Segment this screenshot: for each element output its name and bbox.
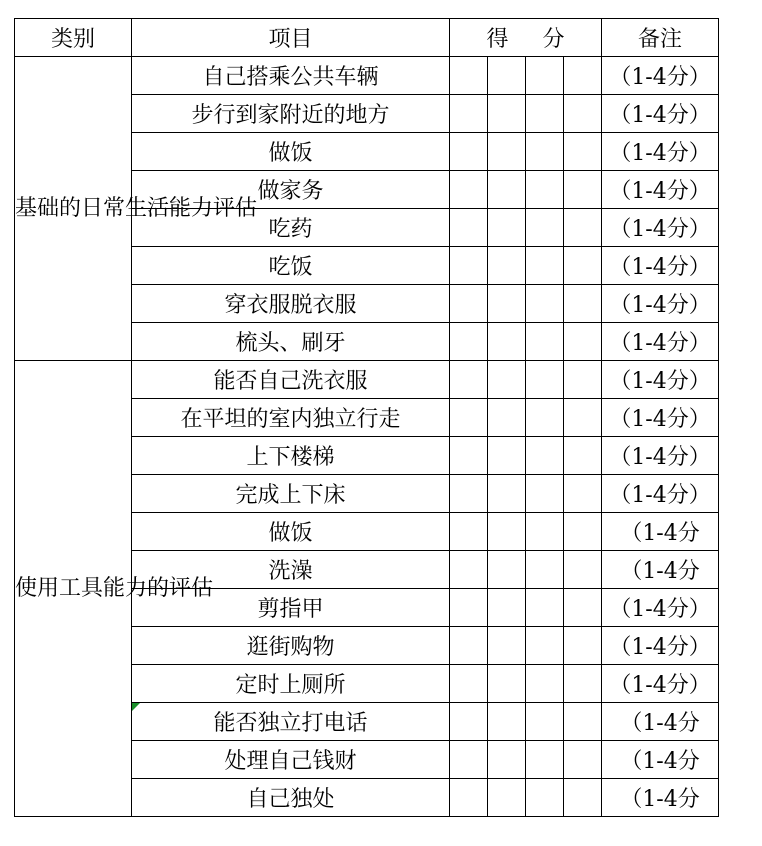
score-cell[interactable] (450, 171, 488, 209)
item-cell[interactable]: 完成上下床 (132, 475, 450, 513)
header-row (15, 19, 719, 57)
score-cell[interactable] (564, 741, 602, 779)
assessment-table (14, 18, 719, 817)
note-cell[interactable]: （1-4分 (602, 703, 719, 741)
score-cell[interactable] (488, 551, 526, 589)
score-cell[interactable] (450, 475, 488, 513)
score-cell[interactable] (526, 513, 564, 551)
score-cell[interactable] (450, 399, 488, 437)
score-cell[interactable] (488, 627, 526, 665)
score-cell[interactable] (488, 665, 526, 703)
score-cell[interactable] (450, 133, 488, 171)
item-cell[interactable]: 处理自己钱财 (132, 741, 450, 779)
score-cell[interactable] (450, 285, 488, 323)
category-cell[interactable]: 使用工具能力的评估 (15, 361, 132, 817)
note-cell[interactable]: （1-4分 (602, 779, 719, 817)
item-cell[interactable]: 吃饭 (132, 247, 450, 285)
note-cell[interactable]: （1-4分） (602, 209, 719, 247)
score-cell[interactable] (564, 437, 602, 475)
score-cell[interactable] (488, 589, 526, 627)
note-cell[interactable]: （1-4分） (602, 399, 719, 437)
category-cell[interactable]: 基础的日常生活能力评估 (15, 57, 132, 361)
score-cell[interactable] (488, 285, 526, 323)
score-cell[interactable] (488, 133, 526, 171)
score-cell[interactable] (564, 551, 602, 589)
score-cell[interactable] (450, 741, 488, 779)
score-cell[interactable] (450, 589, 488, 627)
score-cell[interactable] (564, 513, 602, 551)
score-cell[interactable] (526, 627, 564, 665)
score-cell[interactable] (564, 361, 602, 399)
score-cell[interactable] (564, 665, 602, 703)
item-cell[interactable]: 吃药 (132, 209, 450, 247)
score-cell[interactable] (450, 703, 488, 741)
score-cell[interactable] (488, 475, 526, 513)
score-cell[interactable] (488, 437, 526, 475)
score-cell[interactable] (526, 57, 564, 95)
score-cell[interactable] (526, 95, 564, 133)
item-cell[interactable]: 自己独处 (132, 779, 450, 817)
score-cell[interactable] (488, 361, 526, 399)
note-cell[interactable]: （1-4分） (602, 361, 719, 399)
score-cell[interactable] (450, 323, 488, 361)
item-cell[interactable]: 能否独立打电话 (132, 703, 450, 741)
item-cell[interactable]: 自己搭乘公共车辆 (132, 57, 450, 95)
score-cell[interactable] (564, 323, 602, 361)
note-cell[interactable]: （1-4分 (602, 741, 719, 779)
score-cell[interactable] (564, 133, 602, 171)
item-cell[interactable]: 穿衣服脱衣服 (132, 285, 450, 323)
score-cell[interactable] (564, 589, 602, 627)
score-cell[interactable] (488, 57, 526, 95)
score-cell[interactable] (488, 703, 526, 741)
item-cell[interactable]: 逛街购物 (132, 627, 450, 665)
score-cell[interactable] (564, 627, 602, 665)
item-cell[interactable]: 步行到家附近的地方 (132, 95, 450, 133)
note-cell[interactable]: （1-4分） (602, 171, 719, 209)
item-cell[interactable]: 做家务 (132, 171, 450, 209)
score-cell[interactable] (450, 665, 488, 703)
header-category: 类别 (15, 19, 132, 57)
score-cell[interactable] (564, 475, 602, 513)
score-cell[interactable] (488, 209, 526, 247)
score-cell[interactable] (526, 399, 564, 437)
item-cell[interactable]: 洗澡 (132, 551, 450, 589)
score-cell[interactable] (526, 323, 564, 361)
item-cell[interactable]: 梳头、刷牙 (132, 323, 450, 361)
score-cell[interactable] (526, 133, 564, 171)
score-cell[interactable] (526, 665, 564, 703)
score-cell[interactable] (564, 703, 602, 741)
score-cell[interactable] (526, 551, 564, 589)
note-cell[interactable]: （1-4分） (602, 95, 719, 133)
score-cell[interactable] (450, 57, 488, 95)
item-cell[interactable]: 在平坦的室内独立行走 (132, 399, 450, 437)
note-cell[interactable]: （1-4分） (602, 133, 719, 171)
header-item: 项目 (132, 19, 450, 57)
score-cell[interactable] (488, 741, 526, 779)
score-cell[interactable] (450, 361, 488, 399)
item-cell[interactable]: 做饭 (132, 513, 450, 551)
item-cell[interactable]: 剪指甲 (132, 589, 450, 627)
score-cell[interactable] (450, 95, 488, 133)
score-cell[interactable] (564, 399, 602, 437)
score-cell[interactable] (450, 513, 488, 551)
score-cell[interactable] (488, 95, 526, 133)
score-cell[interactable] (526, 247, 564, 285)
score-cell[interactable] (526, 589, 564, 627)
score-cell[interactable] (450, 437, 488, 475)
note-cell[interactable]: （1-4分） (602, 589, 719, 627)
note-cell[interactable]: （1-4分） (602, 247, 719, 285)
score-cell[interactable] (526, 209, 564, 247)
table-row (15, 361, 719, 399)
score-cell[interactable] (526, 475, 564, 513)
header-score-left: 得 (486, 27, 509, 52)
score-cell[interactable] (450, 627, 488, 665)
score-cell[interactable] (488, 323, 526, 361)
score-cell[interactable] (526, 437, 564, 475)
score-cell[interactable] (488, 247, 526, 285)
score-cell[interactable] (564, 209, 602, 247)
table-row (15, 57, 719, 95)
score-cell[interactable] (564, 171, 602, 209)
note-cell[interactable]: （1-4分 (602, 513, 719, 551)
score-cell[interactable] (564, 779, 602, 817)
score-cell[interactable] (526, 285, 564, 323)
note-cell[interactable]: （1-4分 (602, 551, 719, 589)
score-cell[interactable] (450, 209, 488, 247)
comment-marker-icon[interactable] (132, 703, 140, 711)
score-cell[interactable] (564, 285, 602, 323)
score-cell[interactable] (564, 57, 602, 95)
note-cell[interactable]: （1-4分） (602, 437, 719, 475)
score-cell[interactable] (526, 361, 564, 399)
item-cell[interactable]: 定时上厕所 (132, 665, 450, 703)
note-cell[interactable]: （1-4分） (602, 475, 719, 513)
note-cell[interactable]: （1-4分） (602, 285, 719, 323)
score-cell[interactable] (564, 95, 602, 133)
score-cell[interactable] (564, 247, 602, 285)
note-cell[interactable]: （1-4分） (602, 665, 719, 703)
header-note: 备注 (602, 19, 719, 57)
score-cell[interactable] (450, 779, 488, 817)
score-cell[interactable] (450, 247, 488, 285)
score-cell[interactable] (526, 741, 564, 779)
score-cell[interactable] (526, 171, 564, 209)
score-cell[interactable] (488, 513, 526, 551)
score-cell[interactable] (488, 399, 526, 437)
item-cell[interactable]: 做饭 (132, 133, 450, 171)
score-cell[interactable] (488, 171, 526, 209)
item-cell[interactable]: 能否自己洗衣服 (132, 361, 450, 399)
header-score-right: 分 (542, 27, 565, 52)
note-cell[interactable]: （1-4分） (602, 57, 719, 95)
score-cell[interactable] (450, 551, 488, 589)
score-cell[interactable] (526, 779, 564, 817)
note-cell[interactable]: （1-4分） (602, 627, 719, 665)
item-cell[interactable]: 上下楼梯 (132, 437, 450, 475)
score-cell[interactable] (488, 779, 526, 817)
header-score (450, 19, 602, 57)
note-cell[interactable]: （1-4分） (602, 323, 719, 361)
score-cell[interactable] (526, 703, 564, 741)
